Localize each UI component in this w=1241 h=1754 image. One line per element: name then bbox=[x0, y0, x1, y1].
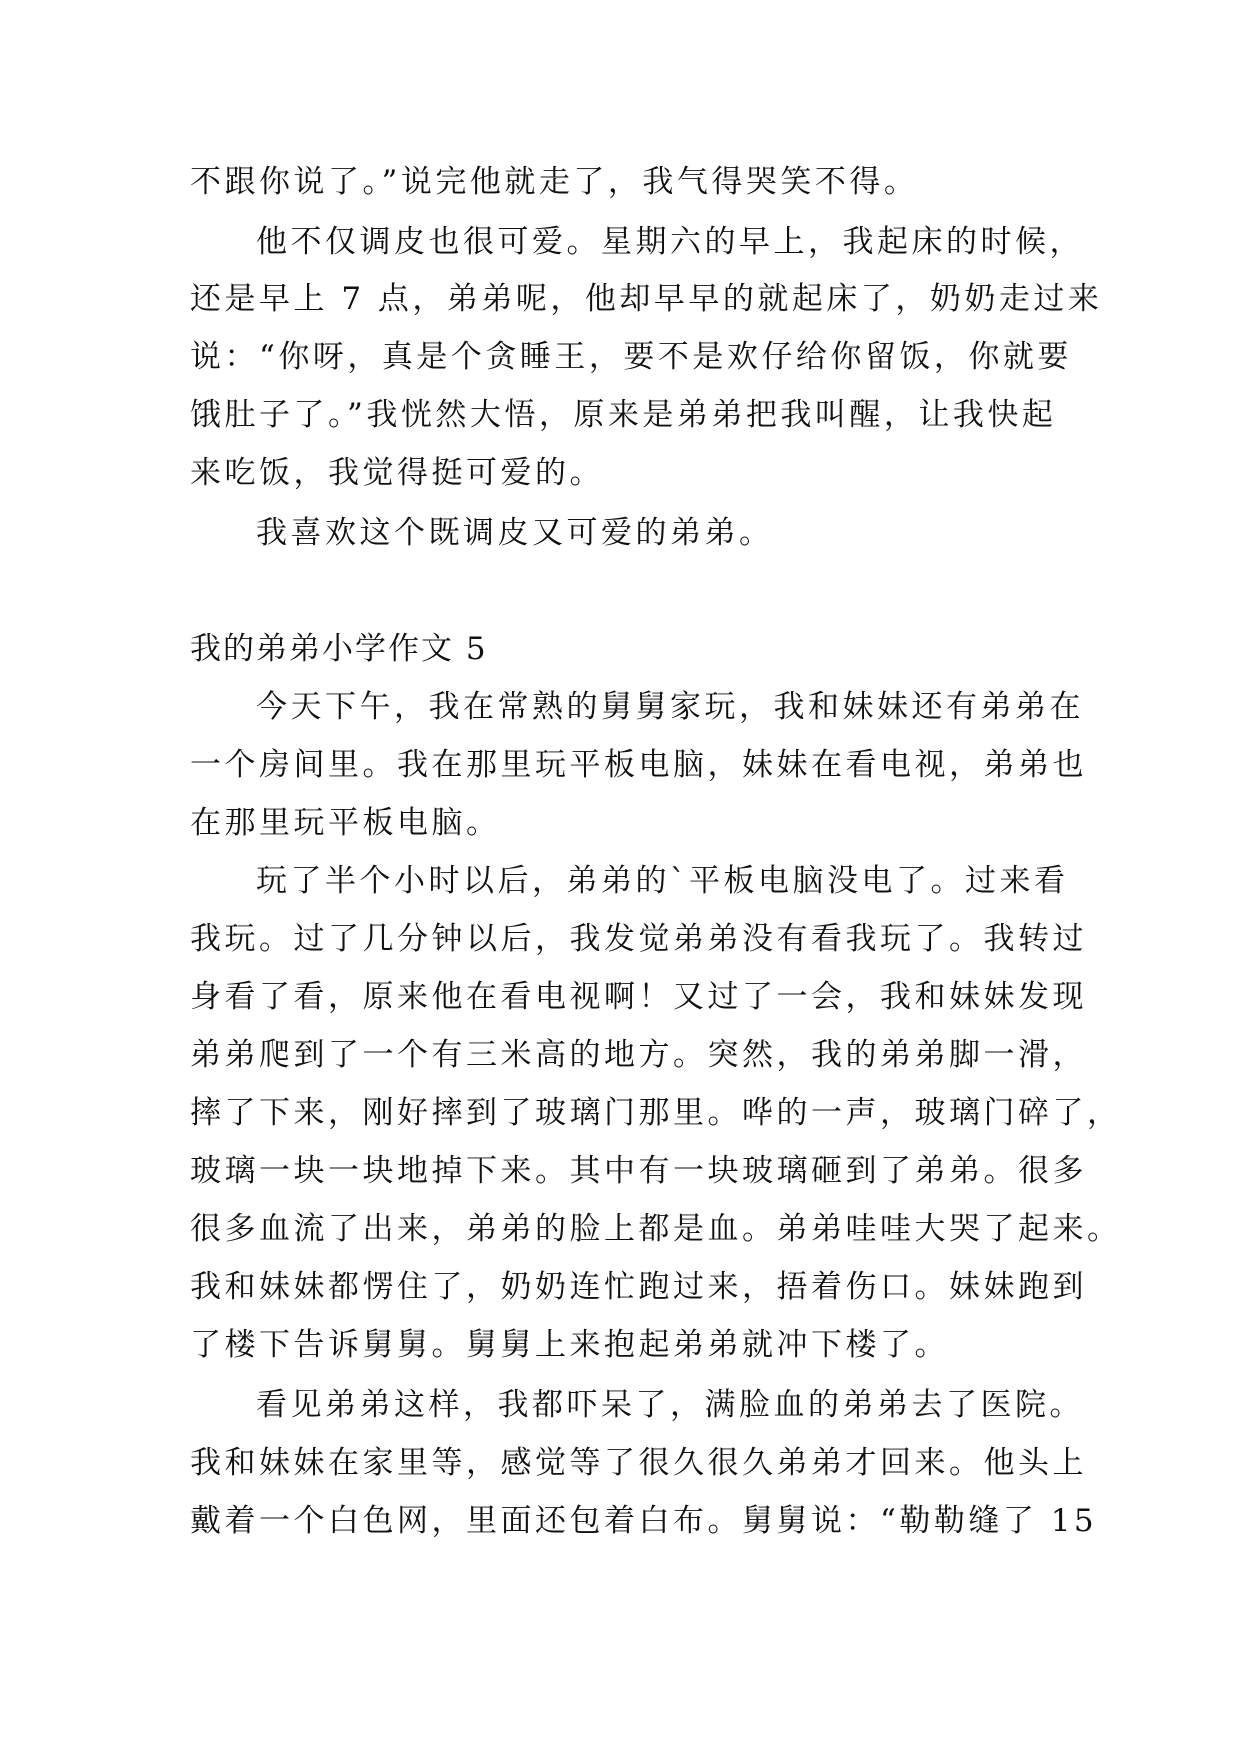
text-line: 弟弟爬到了一个有三米高的地方。突然，我的弟弟脚一滑， bbox=[190, 1037, 1087, 1073]
text-line: 了楼下告诉舅舅。舅舅上来抱起弟弟就冲下楼了。 bbox=[190, 1327, 949, 1363]
paragraph-start: 看见弟弟这样，我都吓呆了，满脸血的弟弟去了医院。 bbox=[256, 1387, 1084, 1423]
text-line: 玻璃一块一块地掉下来。其中有一块玻璃砸到了弟弟。很多 bbox=[190, 1153, 1087, 1189]
paragraph-start: 我喜欢这个既调皮又可爱的弟弟。 bbox=[256, 515, 774, 551]
text-line: 说：“你呀，真是个贪睡王，要不是欢仔给你留饭，你就要 bbox=[190, 339, 1072, 375]
paragraph-start: 今天下午，我在常熟的舅舅家玩，我和妹妹还有弟弟在 bbox=[256, 689, 1084, 725]
text-line: 来吃饭，我觉得挺可爱的。 bbox=[190, 455, 604, 491]
text-line: 身看了看，原来他在看电视啊！又过了一会，我和妹妹发现 bbox=[190, 979, 1087, 1015]
text-line: 很多血流了出来，弟弟的脸上都是血。弟弟哇哇大哭了起来。 bbox=[190, 1211, 1122, 1247]
text-line: 戴着一个白色网，里面还包着白布。舅舅说：“勒勒缝了 15 bbox=[190, 1503, 1098, 1539]
text-line: 饿肚子了。”我恍然大悟，原来是弟弟把我叫醒，让我快起 bbox=[190, 397, 1057, 433]
essay-heading: 我的弟弟小学作文 5 bbox=[190, 631, 488, 667]
text-line: 在那里玩平板电脑。 bbox=[190, 805, 501, 841]
text-line: 还是早上 7 点，弟弟呢，他却早早的就起床了，奶奶走过来 bbox=[190, 281, 1103, 317]
text-line: 我和妹妹都愣住了，奶奶连忙跑过来，捂着伤口。妹妹跑到 bbox=[190, 1269, 1087, 1305]
text-line: 不跟你说了。”说完他就走了，我气得哭笑不得。 bbox=[190, 164, 919, 200]
paragraph-start: 玩了半个小时以后，弟弟的`平板电脑没电了。过来看 bbox=[256, 863, 1069, 899]
text-line: 一个房间里。我在那里玩平板电脑，妹妹在看电视，弟弟也 bbox=[190, 747, 1087, 783]
text-line: 我玩。过了几分钟以后，我发觉弟弟没有看我玩了。我转过 bbox=[190, 921, 1087, 957]
text-line: 我和妹妹在家里等，感觉等了很久很久弟弟才回来。他头上 bbox=[190, 1445, 1087, 1481]
text-line: 摔了下来，刚好摔到了玻璃门那里。哗的一声，玻璃门碎了， bbox=[190, 1095, 1122, 1131]
paragraph-start: 他不仅调皮也很可爱。星期六的早上，我起床的时候， bbox=[256, 224, 1084, 260]
